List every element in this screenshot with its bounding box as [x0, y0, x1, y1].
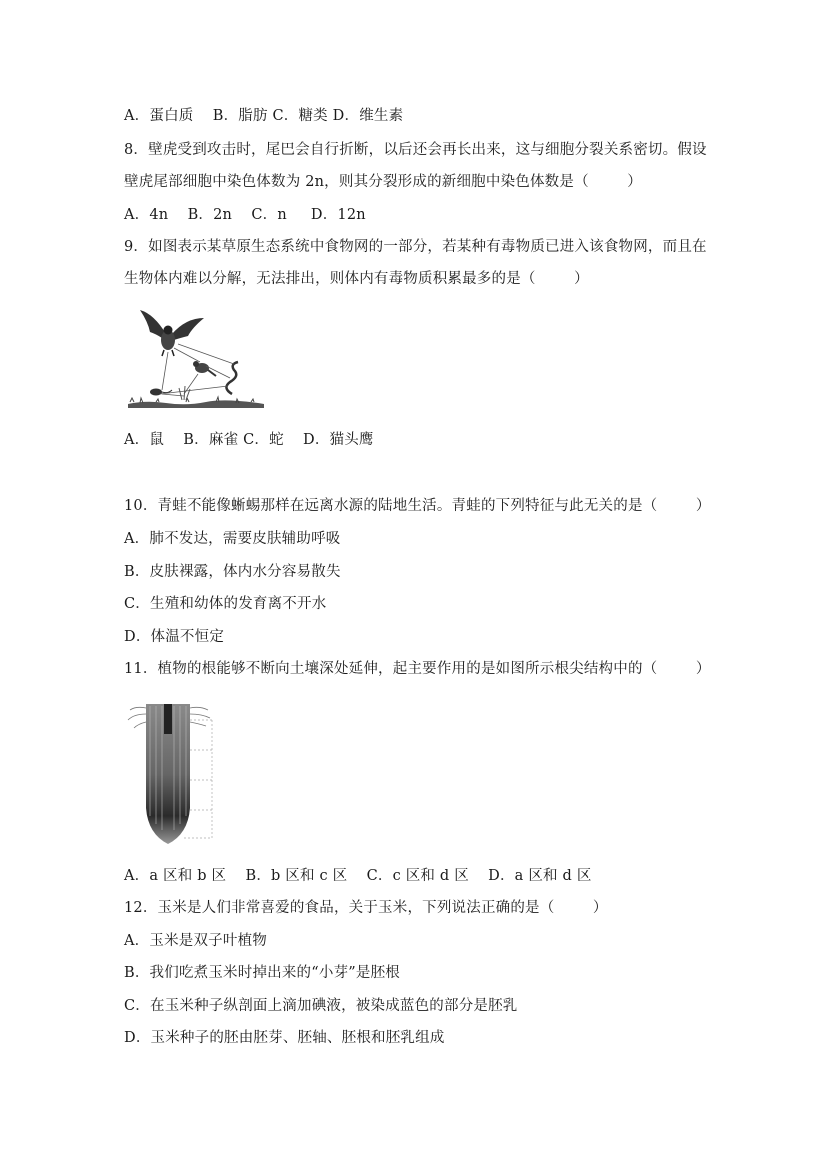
q11-options: A．a 区和 b 区 B．b 区和 c 区 C．c 区和 d 区 D．a 区和 d 区	[124, 868, 592, 884]
q8-stem-line1: 8．壁虎受到攻击时，尾巴会自行折断，以后还会再长出来，这与细胞分裂关系密切。假设	[124, 142, 707, 158]
q12-option-b: B．我们吃煮玉米时掉出来的“小芽”是胚根	[124, 965, 400, 981]
q10-option-b: B．皮肤裸露，体内水分容易散失	[124, 564, 341, 580]
q12-option-d: D．玉米种子的胚由胚芽、胚轴、胚根和胚乳组成	[124, 1030, 445, 1046]
food-web-image	[126, 304, 266, 412]
q12-option-a: A．玉米是双子叶植物	[124, 933, 267, 949]
q9-stem-line2: 生物体内难以分解，无法排出，则体内有毒物质积累最多的是（ ）	[124, 271, 589, 287]
q12-option-c: C．在玉米种子纵剖面上滴加碘液，被染成蓝色的部分是胚乳	[124, 998, 518, 1014]
q10-option-d: D．体温不恒定	[124, 629, 225, 645]
q7-options: A．蛋白质 B．脂肪 C．糖类 D．维生素	[124, 108, 404, 124]
q12-stem: 12．玉米是人们非常喜爱的食品，关于玉米，下列说法正确的是（ ）	[124, 900, 608, 916]
q8-options: A．4n B．2n C．n D．12n	[124, 207, 366, 223]
root-tip-image	[126, 696, 230, 848]
q9-stem-line1: 9．如图表示某草原生态系统中食物网的一部分，若某种有毒物质已进入该食物网，而且在	[124, 239, 707, 255]
q9-options: A．鼠 B．麻雀 C．蛇 D．猫头鹰	[124, 432, 374, 448]
q10-stem: 10．青蛙不能像蜥蜴那样在远离水源的陆地生活。青蛙的下列特征与此无关的是（ ）	[124, 498, 711, 514]
q8-stem-line2: 壁虎尾部细胞中染色体数为 2n，则其分裂形成的新细胞中染色体数是（ ）	[124, 174, 642, 190]
q10-option-a: A．肺不发达，需要皮肤辅助呼吸	[124, 531, 341, 547]
q11-stem: 11．植物的根能够不断向土壤深处延伸，起主要作用的是如图所示根尖结构中的（ ）	[124, 661, 711, 677]
q10-option-c: C．生殖和幼体的发育离不开水	[124, 596, 327, 612]
